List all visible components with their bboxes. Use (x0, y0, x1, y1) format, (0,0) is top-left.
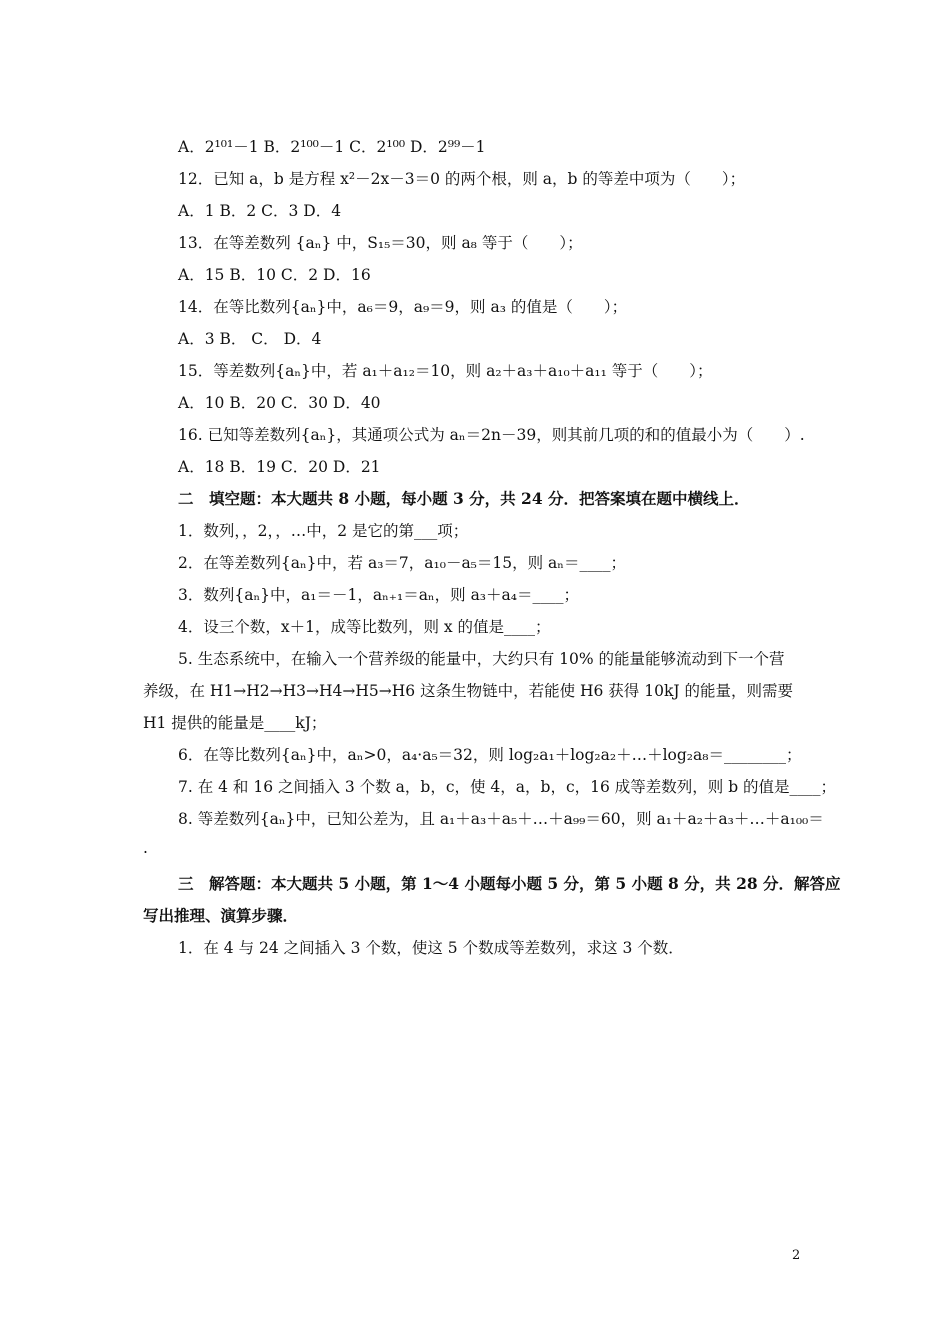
q11-options: A．2¹⁰¹－1 B．2¹⁰⁰－1 C．2¹⁰⁰ D．2⁹⁹－1 (178, 138, 486, 156)
fill-8-line-2: . (143, 839, 148, 857)
q12-stem: 12．已知 a，b 是方程 x²－2x－3＝0 的两个根，则 a，b 的等差中项为（ ）； (178, 170, 746, 188)
q15-options: A．10 B．20 C．30 D．40 (178, 394, 381, 412)
q13-options: A．15 B．10 C．2 D．16 (178, 266, 371, 284)
answer-1: 1．在 4 与 24 之间插入 3 个数，使这 5 个数成等差数列，求这 3 个数． (178, 939, 684, 957)
fill-8-line-1: 8. 等差数列{aₙ}中，已知公差为，且 a₁＋a₃＋a₅＋…＋a₉₉＝60，则 a₁＋a₂＋a₃＋…＋a₁₀₀＝ (178, 810, 824, 828)
fill-7: 7. 在 4 和 16 之间插入 3 个数 a，b，c，使 4，a，b，c，16 成等差数列，则 b 的值是____； (178, 778, 837, 796)
q12-options: A．1 B．2 C．3 D．4 (178, 202, 342, 220)
fill-3: 3．数列{aₙ}中，a₁＝－1，aₙ₊₁＝aₙ，则 a₃＋a₄＝____； (178, 586, 579, 604)
fill-4: 4．设三个数，x＋1，成等比数列，则 x 的值是____； (178, 618, 551, 636)
q16-stem: 16. 已知等差数列{aₙ}，其通项公式为 aₙ＝2n－39，则其前几项的和的值最小为（ ）. (178, 426, 805, 444)
fill-5-line-3: H1 提供的能量是____kJ； (143, 714, 327, 732)
q16-options: A．18 B．19 C．20 D．21 (178, 458, 381, 476)
q14-stem: 14．在等比数列{aₙ}中，a₆＝9，a₉＝9，则 a₃ 的值是（ ）； (178, 298, 628, 316)
section-3-heading-line-2: 写出推理、演算步骤． (143, 906, 299, 925)
q15-stem: 15．等差数列{aₙ}中，若 a₁＋a₁₂＝10，则 a₂＋a₃＋a₁₀＋a₁₁ 等于（ ）； (178, 362, 713, 380)
fill-6: 6．在等比数列{aₙ}中，aₙ>0，a₄·a₅＝32，则 log₂a₁＋log₂a₂＋…＋log₂a₈＝________； (178, 746, 802, 764)
section-3-heading-line-1: 三 解答题：本大题共 5 小题，第 1～4 小题每小题 5 分，第 5 小题 8 分，共 28 分．解答应 (178, 874, 841, 893)
fill-5-line-1: 5. 生态系统中，在输入一个营养级的能量中，大约只有 10% 的能量能够流动到下一个营 (178, 650, 785, 668)
q14-options: A．3 B． C． D．4 (178, 330, 322, 348)
fill-2: 2．在等差数列{aₙ}中，若 a₃＝7，a₁₀－a₅＝15，则 aₙ＝____； (178, 554, 626, 572)
fill-5-line-2: 养级，在 H1→H2→H3→H4→H5→H6 这条生物链中，若能使 H6 获得 10kJ 的能量，则需要 (143, 682, 793, 700)
q13-stem: 13．在等差数列 {aₙ} 中，S₁₅＝30，则 a₈ 等于（ ）； (178, 234, 583, 252)
page-number: 2 (792, 1248, 801, 1263)
section-2-heading: 二 填空题：本大题共 8 小题，每小题 3 分，共 24 分．把答案填在题中横线上． (178, 489, 750, 508)
fill-1: 1．数列，，2，，…中，2 是它的第___项； (178, 522, 469, 540)
